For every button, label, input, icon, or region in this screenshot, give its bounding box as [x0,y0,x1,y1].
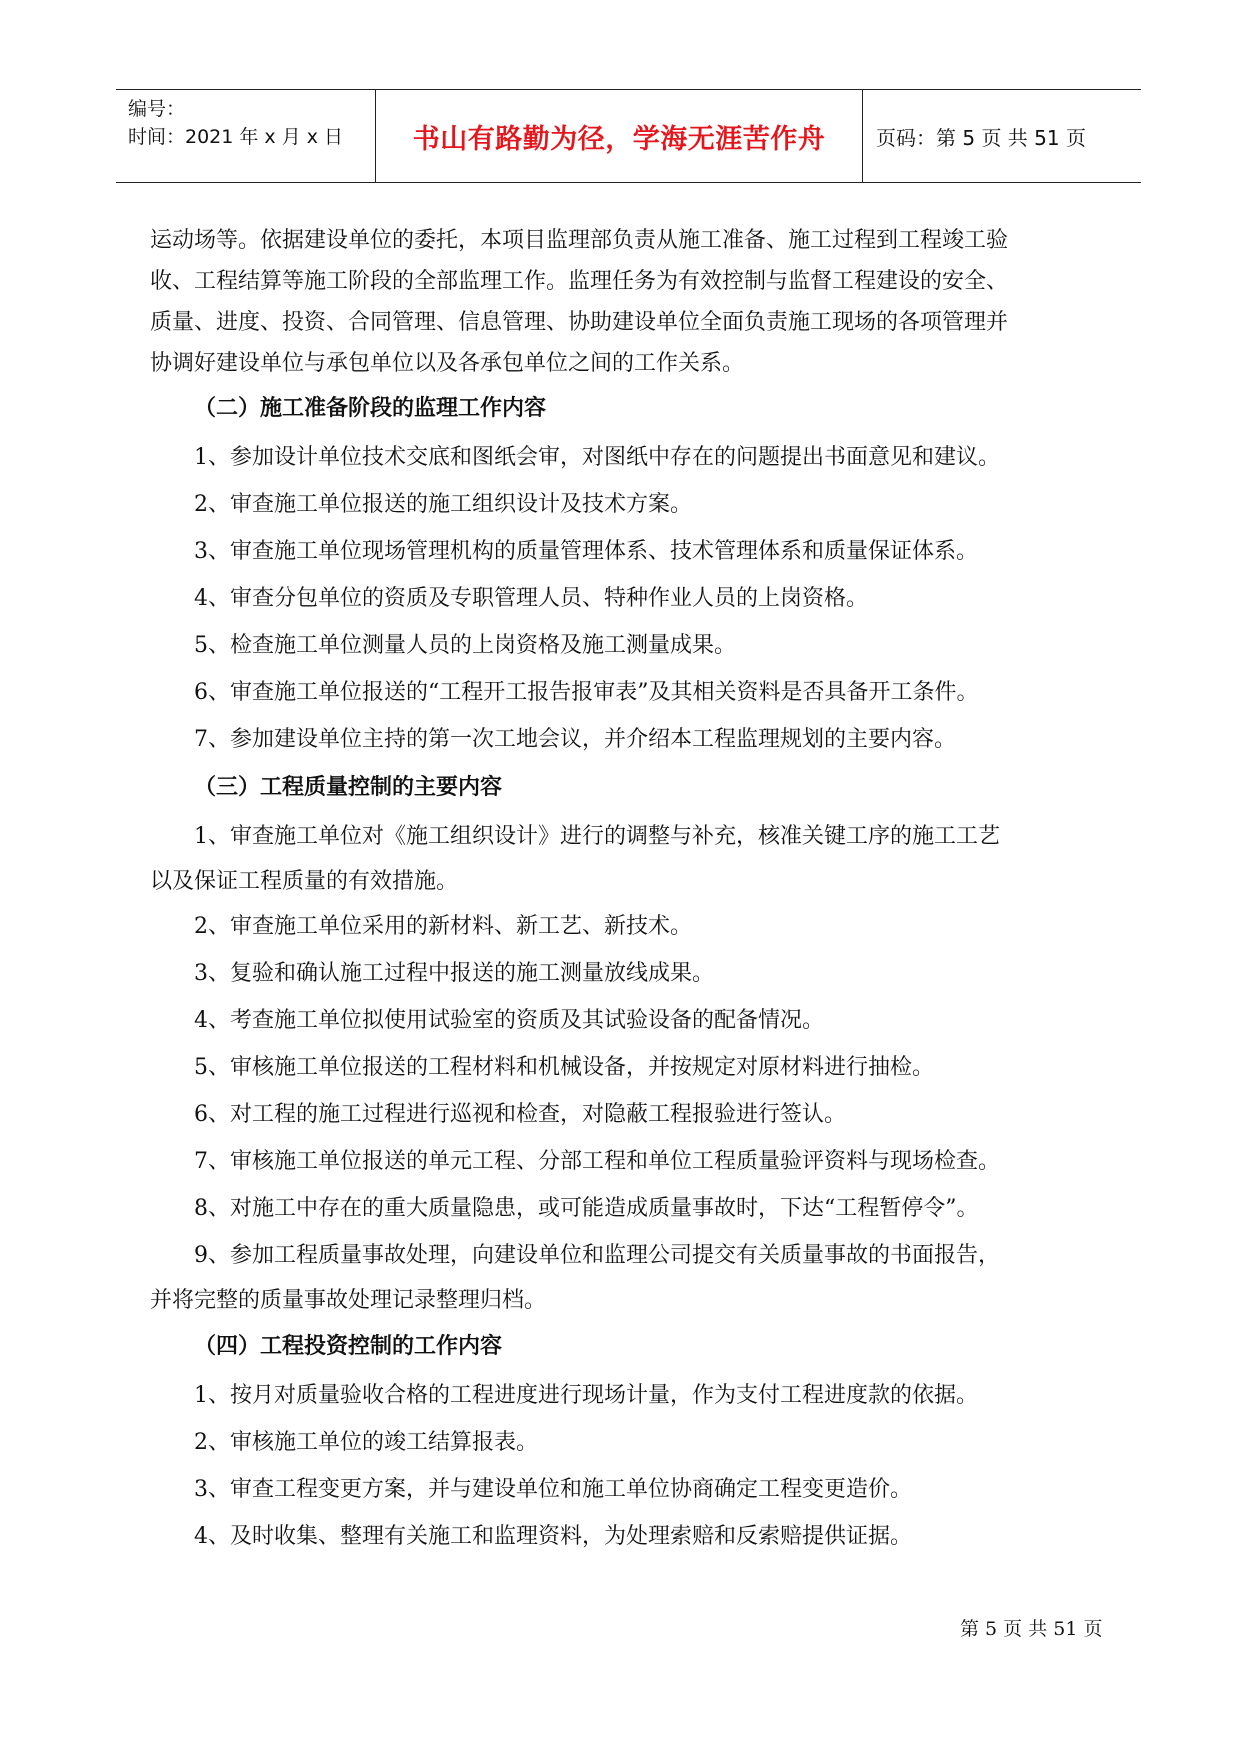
section-3-item-continuation: 并将完整的质量事故处理记录整理归档。 [150,1288,547,1313]
document-body [150,220,1115,1560]
header-motto-cell [375,90,863,182]
intro-line: 协调好建设单位与承包单位以及各承包单位之间的工作关系。 [150,351,745,376]
section-2-item: 4、审查分包单位的资质及专职管理人员、特种作业人员的上岗资格。 [194,586,868,611]
section-2-heading: （二）施工准备阶段的监理工作内容 [194,396,547,421]
section-3-item: 7、审核施工单位报送的单元工程、分部工程和单位工程质量验评资料与现场检查。 [194,1149,1000,1174]
section-4-item: 2、审核施工单位的竣工结算报表。 [194,1430,538,1455]
section-2-item: 6、审查施工单位报送的“工程开工报告报审表”及其相关资料是否具备开工条件。 [194,680,979,705]
section-3-item: 3、复验和确认施工过程中报送的施工测量放线成果。 [194,961,714,986]
section-2-item: 3、审查施工单位现场管理机构的质量管理体系、技术管理体系和质量保证体系。 [194,539,978,564]
intro-line: 收、工程结算等施工阶段的全部监理工作。监理任务为有效控制与监督工程建设的安全、 [150,269,1009,294]
header-meta-cell [116,90,375,182]
time-label: 时间：2021 年 x 月 x 日 [128,126,344,148]
section-4-item: 4、及时收集、整理有关施工和监理资料，为处理索赔和反索赔提供证据。 [194,1524,912,1549]
motto: 书山有路勤为径，学海无涯苦作舟 [412,123,826,155]
section-3-item: 6、对工程的施工过程进行巡视和检查，对隐蔽工程报验进行签认。 [194,1102,846,1127]
section-2-item: 5、检查施工单位测量人员的上岗资格及施工测量成果。 [194,633,736,658]
page-info: 页码：第 5 页 共 51 页 [876,125,1086,150]
section-3-item: 4、考查施工单位拟使用试验室的资质及其试验设备的配备情况。 [194,1008,824,1033]
number-label: 编号： [128,98,186,120]
intro-line: 质量、进度、投资、合同管理、信息管理、协助建设单位全面负责施工现场的各项管理并 [150,310,1009,335]
document-header [116,89,1141,183]
section-3-item: 1、审查施工单位对《施工组织设计》进行的调整与补充，核准关键工序的施工工艺 [194,824,1000,849]
section-4-item: 3、审查工程变更方案，并与建设单位和施工单位协商确定工程变更造价。 [194,1477,912,1502]
section-4-item: 1、按月对质量验收合格的工程进度进行现场计量，作为支付工程进度款的依据。 [194,1383,978,1408]
section-3-item: 8、对施工中存在的重大质量隐患，或可能造成质量事故时，下达“工程暂停令”。 [194,1196,979,1221]
section-3-item: 9、参加工程质量事故处理，向建设单位和监理公司提交有关质量事故的书面报告， [194,1243,1000,1268]
section-3-item: 2、审查施工单位采用的新材料、新工艺、新技术。 [194,914,692,939]
section-3-heading: （三）工程质量控制的主要内容 [194,775,503,800]
section-4-heading: （四）工程投资控制的工作内容 [194,1334,503,1359]
section-2-item: 2、审查施工单位报送的施工组织设计及技术方案。 [194,492,692,517]
section-3-item: 5、审核施工单位报送的工程材料和机械设备，并按规定对原材料进行抽检。 [194,1055,934,1080]
page-footer: 第 5 页 共 51 页 [960,1618,1103,1640]
header-page-cell [862,90,1141,182]
intro-line: 运动场等。依据建设单位的委托，本项目监理部负责从施工准备、施工过程到工程竣工验 [150,228,1009,253]
section-2-item: 7、参加建设单位主持的第一次工地会议，并介绍本工程监理规划的主要内容。 [194,727,956,752]
section-3-item-continuation: 以及保证工程质量的有效措施。 [150,869,459,894]
section-2-item: 1、参加设计单位技术交底和图纸会审，对图纸中存在的问题提出书面意见和建议。 [194,445,1000,470]
